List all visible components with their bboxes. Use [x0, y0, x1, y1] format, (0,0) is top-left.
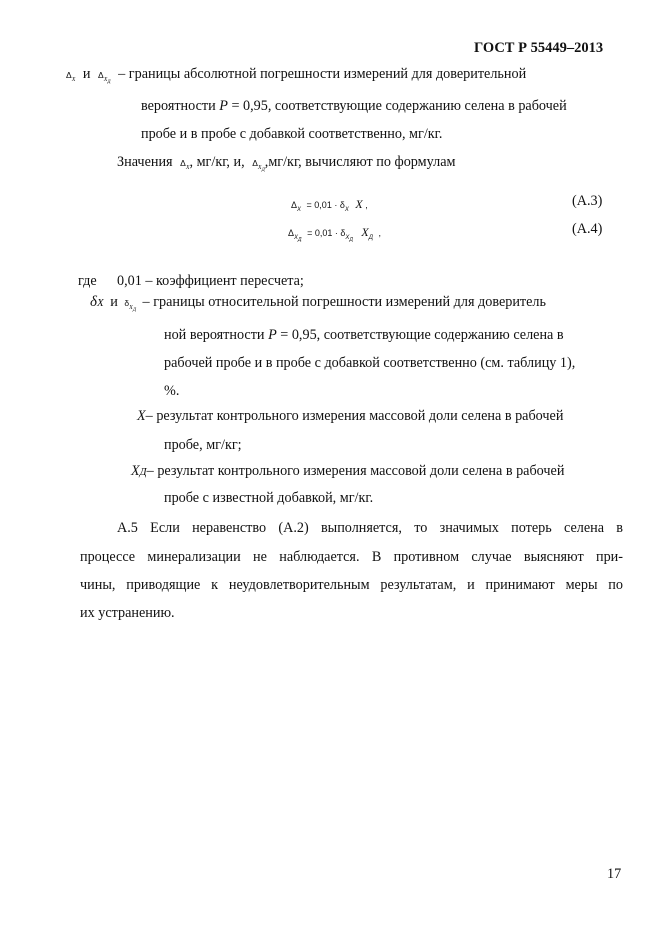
x-definition-line2: пробе, мг/кг; — [164, 437, 242, 453]
page-number: 17 — [607, 866, 622, 882]
document-id: ГОСТ Р 55449–2013 — [474, 40, 604, 56]
delta-symbol: Δ — [98, 70, 104, 80]
coefficient-definition: 0,01 – коэффициент пересчета; — [117, 273, 304, 289]
rel-error-definition-line1: δX и $\delta_{XД}$ – границы относительной погрешности измерений для доверитель — [90, 294, 546, 313]
abs-error-definition-line3: пробе и в пробе с добавкой соответственно, мг/кг. — [141, 126, 443, 142]
paragraph-a5-line1: А.5 Если неравенство (А.2) выполняется, то значимых потерь селена в — [117, 520, 623, 536]
paragraph-a5-line2: процессе минерализации не наблюдается. В противном случае выясняют при- — [80, 549, 623, 565]
x-definition-line1: X– результат контрольного измерения массовой доли селена в рабочей — [137, 408, 564, 424]
rel-error-definition-line4: %. — [164, 383, 180, 399]
abs-error-definition-line1: $\Delta_X$ и $\Delta_{XД}$ – границы абсолютной погрешности измерений для доверительной — [66, 66, 527, 85]
xd-definition-line2: пробе с известной добавкой, мг/кг. — [164, 490, 374, 506]
xd-definition-line1: XД– результат контрольного измерения массовой доли селена в рабочей — [131, 463, 565, 479]
paragraph-a5-line3: чины, приводящие к неудовлетворительным результатам, и принимают меры по — [80, 577, 623, 593]
abs-error-definition-line2: вероятности P = 0,95, соответствующие содержанию селена в рабочей — [141, 98, 567, 114]
rel-error-definition-line2: ной вероятности P = 0,95, соответствующие содержанию селена в — [164, 327, 564, 343]
delta-symbol: Δ — [66, 70, 72, 80]
formula-a4: $\Delta_{XД} = 0,01 \cdot \delta_{XД}$ $X_Д$ , — [288, 225, 382, 243]
values-line: Значения $\Delta_X$, мг/кг, и, $\Delta_{XД},мг/кг$, вычисляют по формулам — [117, 154, 456, 173]
rel-error-definition-line3: рабочей пробе и в пробе с добавкой соответственно (см. таблицу 1), — [164, 355, 576, 371]
formula-a4-label: (А.4) — [572, 221, 603, 237]
where-label: где — [78, 273, 97, 289]
formula-a3-label: (А.3) — [572, 193, 603, 209]
formula-a3: $\Delta_X = 0,01 \cdot \delta_X$ X , — [291, 197, 368, 213]
paragraph-a5-line4: их устранению. — [80, 605, 175, 621]
